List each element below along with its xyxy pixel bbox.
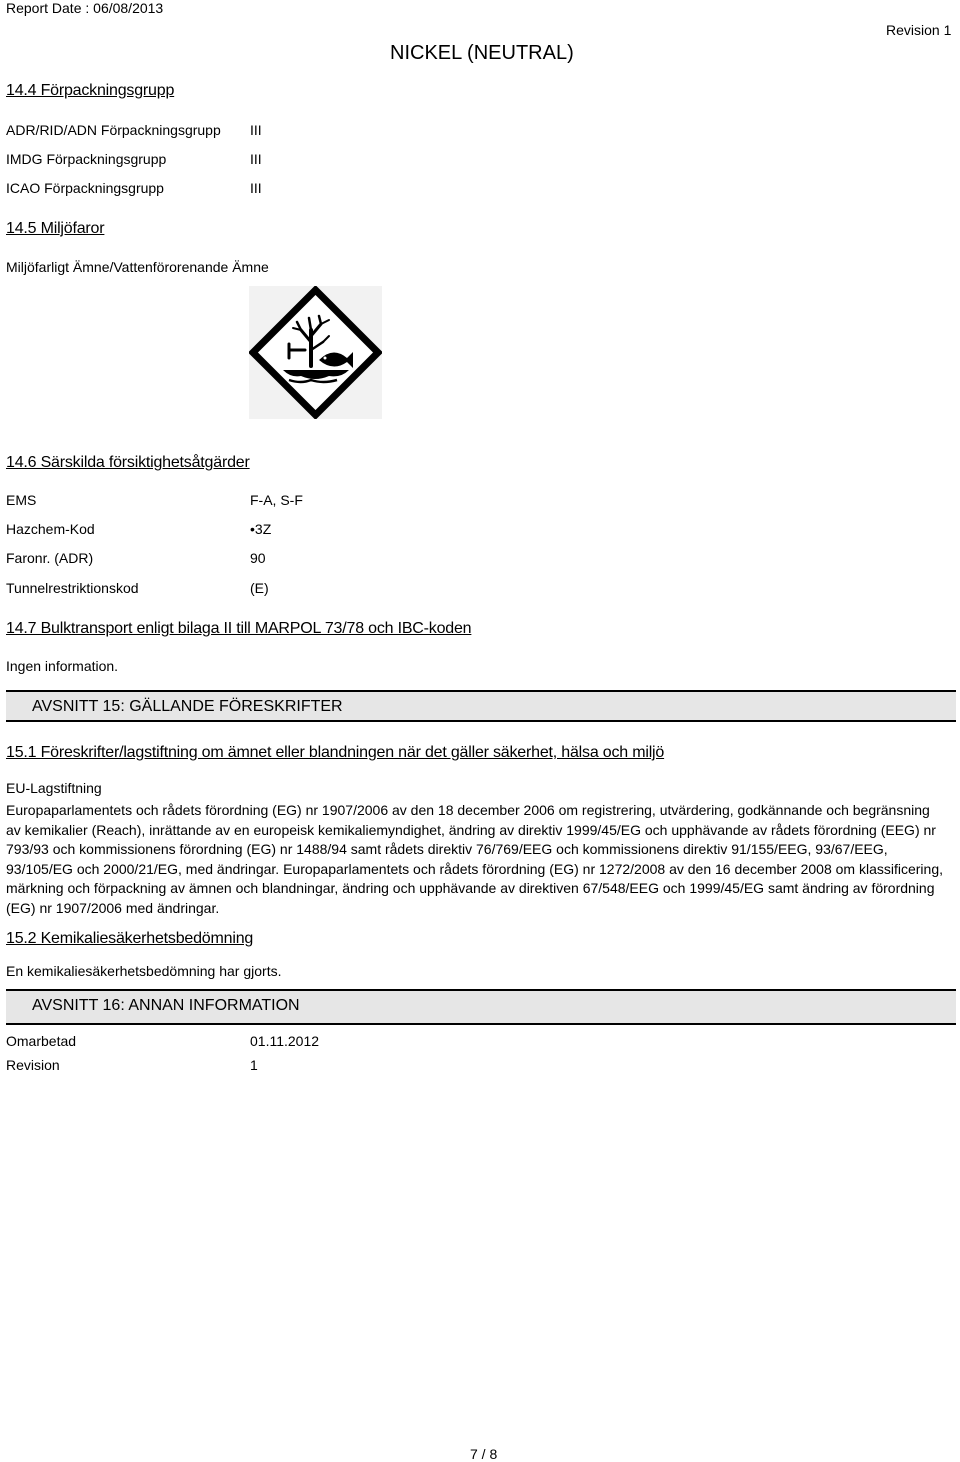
- eu-legislation-text: Europaparlamentets och rådets förordning (EG) nr 1907/2006 av den 18 december 2006 om registrering, utvärdering, godkännande och begränsning av kemikalier (Reach), inrättande av en europeisk kemikaliemyndighet, ändring av direktiv 1999/45/EG och upphävande av rådets förordning (EEG) nr 793/93 och kommissionens förordning (EG) nr 1488/94 samt rådets direktiv 76/769/EEG och kommissionens direktiv 91/155/EEG, 93/67/EEG, 93/105/EG och 2000/21/EG, med ändringar. Europaparlamentets och rådets förordning (EG) nr 1272/2008 av den 16 december 2008 om klassificering, märkning och förpackning av ämnen och blandningar, ändring och upphävande av direktiven 67/548/EEG och 1999/45/EG samt ändring av förordning (EG) nr 1907/2006 med ändringar.: [6, 802, 944, 916]
- eu-legislation-label: EU-Lagstiftning: [6, 780, 102, 796]
- section-15-2-heading: 15.2 Kemikaliesäkerhetsbedömning: [6, 930, 254, 947]
- revision-number-label: Revision: [6, 1057, 60, 1073]
- revised-value: 01.11.2012: [250, 1033, 320, 1049]
- hazard-number-value: 90: [250, 550, 266, 566]
- packing-group-value: III: [250, 151, 262, 167]
- section-15-1-heading: 15.1 Föreskrifter/lagstiftning om ämnet eller blandningen när det gäller säkerhet, hälsa och miljö: [6, 744, 665, 761]
- packing-group-value: III: [250, 180, 262, 196]
- section-15-title: AVSNITT 15: GÄLLANDE FÖRESKRIFTER: [32, 698, 343, 715]
- packing-group-label: ADR/RID/ADN Förpackningsgrupp: [6, 122, 221, 138]
- document-title: NICKEL (NEUTRAL): [390, 42, 574, 64]
- report-date: Report Date : 06/08/2013: [6, 0, 164, 16]
- section-14-7-heading: 14.7 Bulktransport enligt bilaga II till MARPOL 73/78 och IBC-koden: [6, 620, 472, 637]
- tunnel-code-label: Tunnelrestriktionskod: [6, 580, 139, 596]
- tunnel-code-value: (E): [250, 580, 269, 596]
- ems-label: EMS: [6, 492, 37, 508]
- packing-group-value: III: [250, 122, 262, 138]
- hazard-number-label: Faronr. (ADR): [6, 550, 94, 566]
- revised-label: Omarbetad: [6, 1033, 77, 1049]
- section-14-4-heading: 14.4 Förpackningsgrupp: [6, 82, 175, 99]
- environmental-hazard-icon: [249, 286, 382, 419]
- packing-group-label: IMDG Förpackningsgrupp: [6, 151, 167, 167]
- hazchem-value: •3Z: [250, 521, 272, 537]
- section-14-5-heading: 14.5 Miljöfaror: [6, 220, 105, 237]
- section-16-band: [6, 989, 956, 1025]
- ems-value: F-A, S-F: [250, 492, 303, 508]
- section-14-6-heading: 14.6 Särskilda försiktighetsåtgärder: [6, 454, 250, 471]
- page-number: 7 / 8: [470, 1446, 498, 1462]
- revision-label: Revision 1: [886, 22, 952, 38]
- environmental-hazard-text: Miljöfarligt Ämne/Vattenförorenande Ämne: [6, 259, 269, 275]
- marpol-text: Ingen information.: [6, 658, 119, 674]
- section-15-band: [6, 690, 956, 722]
- safety-assessment-text: En kemikaliesäkerhetsbedömning har gjorts.: [6, 963, 282, 979]
- section-16-title: AVSNITT 16: ANNAN INFORMATION: [32, 997, 300, 1014]
- revision-number-value: 1: [250, 1057, 258, 1073]
- packing-group-label: ICAO Förpackningsgrupp: [6, 180, 164, 196]
- hazchem-label: Hazchem-Kod: [6, 521, 95, 537]
